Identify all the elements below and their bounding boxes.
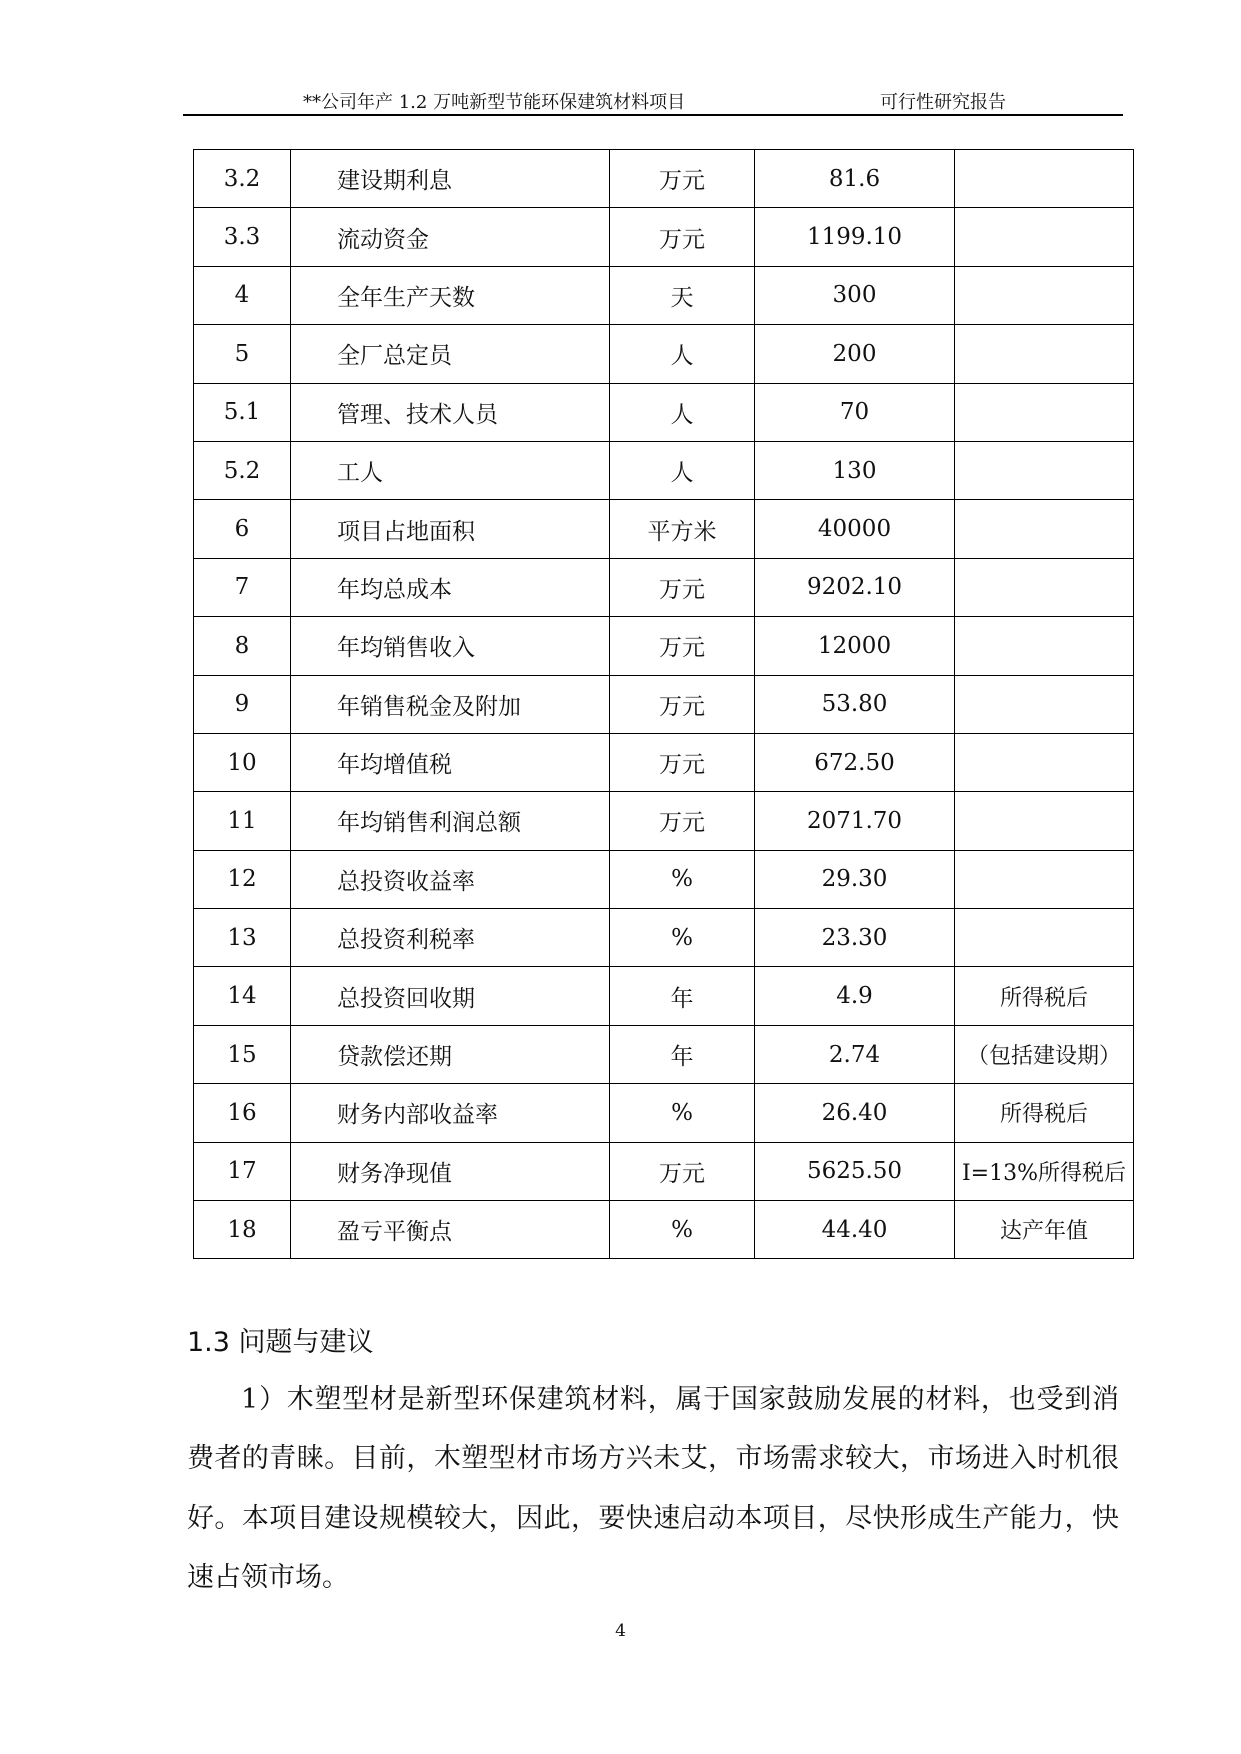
table-row (194, 150, 1134, 208)
value-cell: 23.30 (755, 909, 955, 967)
value-cell: 200 (755, 325, 955, 383)
table-row (194, 733, 1134, 791)
note-cell (955, 733, 1134, 791)
table-row (194, 909, 1134, 967)
item-name-cell: 财务内部收益率 (291, 1084, 610, 1142)
section-heading: 1.3 问题与建议 (187, 1327, 374, 1358)
unit-cell: 万元 (610, 792, 755, 850)
note-cell (955, 792, 1134, 850)
item-name-cell: 总投资利税率 (291, 909, 610, 967)
item-name-cell: 盈亏平衡点 (291, 1201, 610, 1259)
table-row (194, 792, 1134, 850)
value-cell: 5625.50 (755, 1142, 955, 1200)
table-row (194, 1142, 1134, 1200)
row-number-cell: 5.1 (194, 383, 291, 441)
row-number-cell: 5.2 (194, 441, 291, 499)
row-number-cell: 11 (194, 792, 291, 850)
item-name-cell: 项目占地面积 (291, 500, 610, 558)
unit-cell: 万元 (610, 617, 755, 675)
note-cell (955, 909, 1134, 967)
note-cell (955, 850, 1134, 908)
note-cell: I=13%所得税后 (955, 1142, 1134, 1200)
item-name-cell: 全年生产天数 (291, 266, 610, 324)
table-row (194, 325, 1134, 383)
item-name-cell: 年均增值税 (291, 733, 610, 791)
item-name-cell: 总投资回收期 (291, 967, 610, 1025)
table-row (194, 208, 1134, 266)
unit-cell: 人 (610, 383, 755, 441)
item-name-cell: 总投资收益率 (291, 850, 610, 908)
value-cell: 53.80 (755, 675, 955, 733)
unit-cell: 万元 (610, 558, 755, 616)
value-cell: 9202.10 (755, 558, 955, 616)
value-cell: 40000 (755, 500, 955, 558)
table-body (194, 150, 1134, 1259)
item-name-cell: 全厂总定员 (291, 325, 610, 383)
table-row (194, 441, 1134, 499)
unit-cell: 平方米 (610, 500, 755, 558)
table-row (194, 383, 1134, 441)
table-row (194, 1201, 1134, 1259)
row-number-cell: 6 (194, 500, 291, 558)
table-row (194, 1084, 1134, 1142)
row-number-cell: 9 (194, 675, 291, 733)
unit-cell: 天 (610, 266, 755, 324)
note-cell (955, 500, 1134, 558)
section-paragraph: 1）木塑型材是新型环保建筑材料，属于国家鼓励发展的材料，也受到消费者的青睐。目前，木塑型材市场方兴未艾，市场需求较大，市场进入时机很好。本项目建设规模较大，因此，要快速启动本项目，尽快形成生产能力，快速占领市场。 (187, 1384, 1119, 1593)
table-row (194, 967, 1134, 1025)
value-cell: 2071.70 (755, 792, 955, 850)
note-cell: 达产年值 (955, 1201, 1134, 1259)
unit-cell: 万元 (610, 733, 755, 791)
unit-cell: 年 (610, 1025, 755, 1083)
item-name-cell: 年均总成本 (291, 558, 610, 616)
table-row (194, 500, 1134, 558)
item-name-cell: 贷款偿还期 (291, 1025, 610, 1083)
note-cell (955, 325, 1134, 383)
row-number-cell: 18 (194, 1201, 291, 1259)
value-cell: 130 (755, 441, 955, 499)
value-cell: 2.74 (755, 1025, 955, 1083)
page-header (183, 80, 1123, 116)
value-cell: 12000 (755, 617, 955, 675)
row-number-cell: 4 (194, 266, 291, 324)
unit-cell: 万元 (610, 150, 755, 208)
note-cell (955, 266, 1134, 324)
note-cell (955, 208, 1134, 266)
value-cell: 81.6 (755, 150, 955, 208)
note-cell (955, 558, 1134, 616)
note-cell (955, 441, 1134, 499)
row-number-cell: 14 (194, 967, 291, 1025)
table-row (194, 266, 1134, 324)
table-row (194, 1025, 1134, 1083)
header-report-type: 可行性研究报告 (880, 92, 1006, 113)
row-number-cell: 7 (194, 558, 291, 616)
row-number-cell: 12 (194, 850, 291, 908)
row-number-cell: 3.2 (194, 150, 291, 208)
value-cell: 26.40 (755, 1084, 955, 1142)
value-cell: 672.50 (755, 733, 955, 791)
row-number-cell: 16 (194, 1084, 291, 1142)
value-cell: 70 (755, 383, 955, 441)
value-cell: 4.9 (755, 967, 955, 1025)
note-cell (955, 383, 1134, 441)
row-number-cell: 15 (194, 1025, 291, 1083)
value-cell: 44.40 (755, 1201, 955, 1259)
row-number-cell: 10 (194, 733, 291, 791)
header-project-title: **公司年产 1.2 万吨新型节能环保建筑材料项目 (303, 92, 686, 113)
note-cell (955, 675, 1134, 733)
row-number-cell: 5 (194, 325, 291, 383)
unit-cell: 万元 (610, 675, 755, 733)
unit-cell: 万元 (610, 208, 755, 266)
item-name-cell: 工人 (291, 441, 610, 499)
project-indicators-table (193, 149, 1134, 1259)
row-number-cell: 13 (194, 909, 291, 967)
unit-cell: % (610, 1084, 755, 1142)
unit-cell: 年 (610, 967, 755, 1025)
note-cell: 所得税后 (955, 1084, 1134, 1142)
table-row (194, 558, 1134, 616)
row-number-cell: 3.3 (194, 208, 291, 266)
row-number-cell: 8 (194, 617, 291, 675)
table-row (194, 617, 1134, 675)
item-name-cell: 建设期利息 (291, 150, 610, 208)
unit-cell: 万元 (610, 1142, 755, 1200)
item-name-cell: 管理、技术人员 (291, 383, 610, 441)
row-number-cell: 17 (194, 1142, 291, 1200)
item-name-cell: 年均销售利润总额 (291, 792, 610, 850)
value-cell: 29.30 (755, 850, 955, 908)
table-row (194, 850, 1134, 908)
unit-cell: % (610, 1201, 755, 1259)
unit-cell: 人 (610, 441, 755, 499)
unit-cell: 人 (610, 325, 755, 383)
item-name-cell: 流动资金 (291, 208, 610, 266)
table-row (194, 675, 1134, 733)
value-cell: 1199.10 (755, 208, 955, 266)
unit-cell: % (610, 909, 755, 967)
note-cell (955, 617, 1134, 675)
page-number: 4 (615, 1621, 626, 1641)
item-name-cell: 年销售税金及附加 (291, 675, 610, 733)
item-name-cell: 年均销售收入 (291, 617, 610, 675)
unit-cell: % (610, 850, 755, 908)
note-cell: 所得税后 (955, 967, 1134, 1025)
note-cell (955, 150, 1134, 208)
value-cell: 300 (755, 266, 955, 324)
note-cell: （包括建设期） (955, 1025, 1134, 1083)
item-name-cell: 财务净现值 (291, 1142, 610, 1200)
